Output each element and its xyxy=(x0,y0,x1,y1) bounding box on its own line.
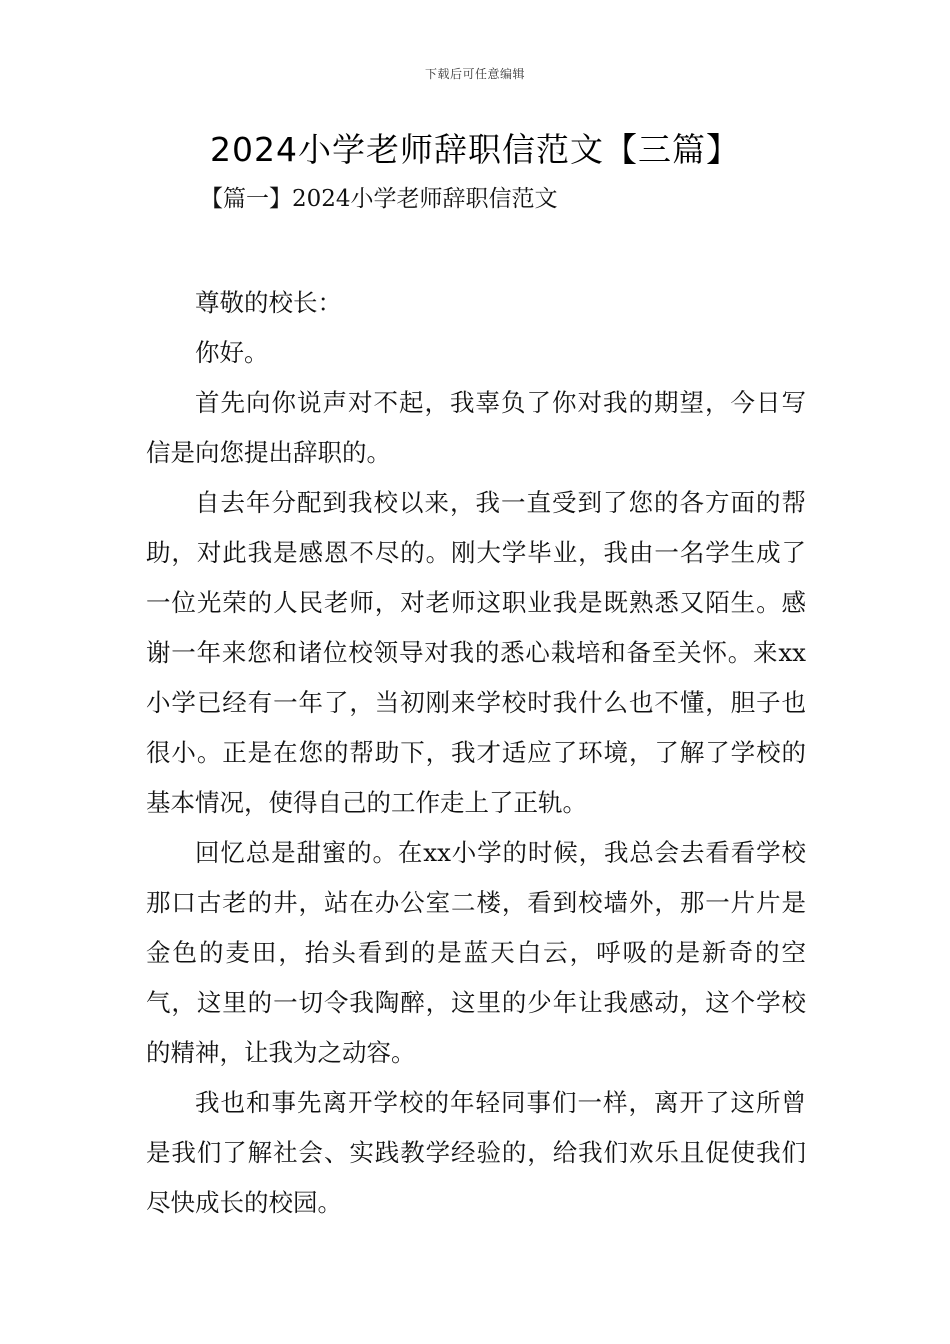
header-note: 下载后可任意编辑 xyxy=(424,67,525,81)
letter-paragraph: 首先向你说声对不起，我辜负了你对我的期望，今日写信是向您提出辞职的。 xyxy=(146,388,806,467)
letter-salutation: 尊敬的校长： xyxy=(195,288,342,317)
letter-paragraph: 回忆总是甜蜜的。在xx小学的时候，我总会去看看学校那口古老的井，站在办公室二楼，看到校墙外，那一片片是金色的麦田，抬头看到的是蓝天白云，呼吸的是新奇的空气，这里的一切令我陶醉，这里的少年让我感动，这个学校的精神，让我为之动容。 xyxy=(146,838,806,1067)
letter-body xyxy=(146,278,806,1228)
letter-greeting: 你好。 xyxy=(195,338,269,367)
section-subtitle: 【篇一】2024小学老师辞职信范文 xyxy=(200,186,558,212)
letter-paragraph: 我也和事先离开学校的年轻同事们一样，离开了这所曾是我们了解社会、实践教学经验的，给我们欢乐且促使我们尽快成长的校园。 xyxy=(146,1088,806,1217)
letter-paragraph: 自去年分配到我校以来，我一直受到了您的各方面的帮助，对此我是感恩不尽的。刚大学毕业，我由一名学生成了一位光荣的人民老师，对老师这职业我是既熟悉又陌生。感谢一年来您和诸位校领导对我的悉心栽培和备至关怀。来xx小学已经有一年了，当初刚来学校时我什么也不懂，胆子也很小。正是在您的帮助下，我才适应了环境，了解了学校的基本情况，使得自己的工作走上了正轨。 xyxy=(146,488,806,817)
document-title: 2024小学老师辞职信范文【三篇】 xyxy=(210,130,740,169)
